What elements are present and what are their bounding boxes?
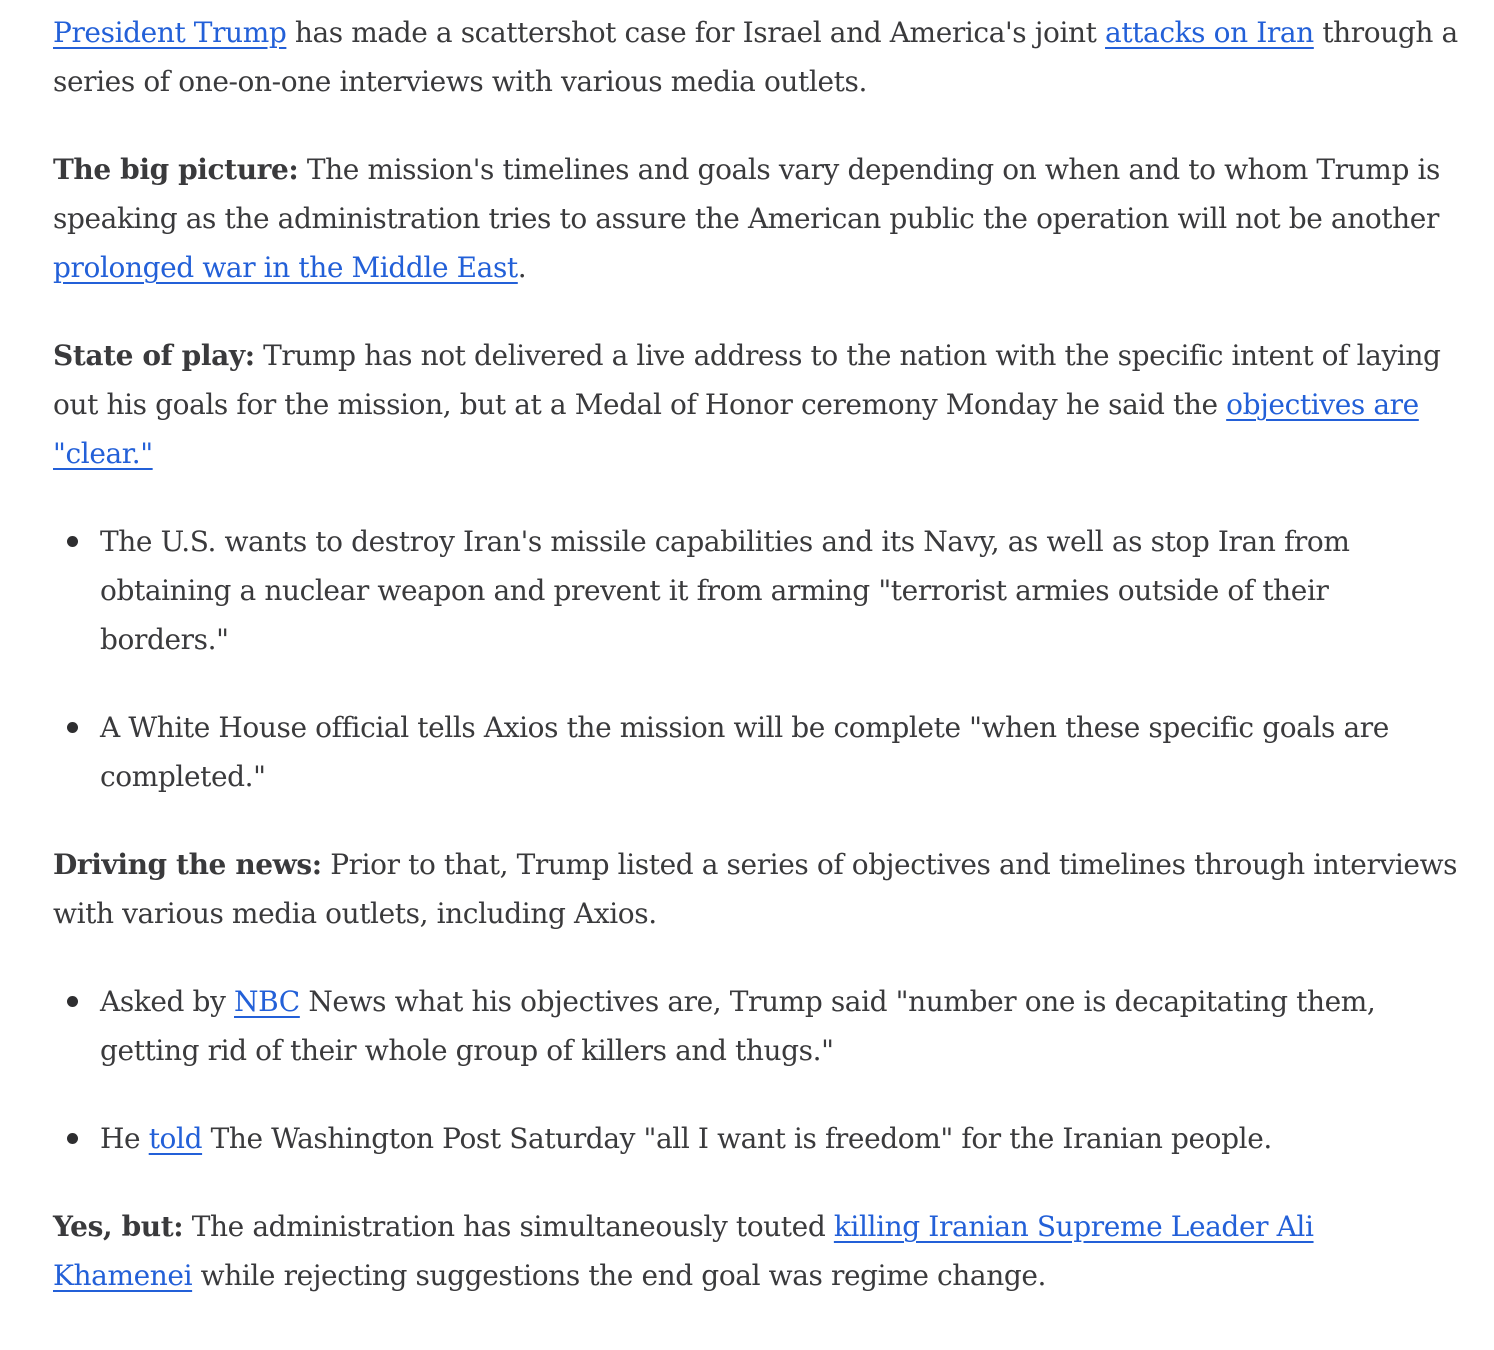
text-run: He (100, 1122, 149, 1155)
link-told-washington-post[interactable]: told (148, 1122, 203, 1155)
text-run: has made a scattershot case for Israel and America's joint (286, 16, 1106, 49)
list-item (100, 1114, 1460, 1163)
bullet-list-goals (53, 517, 1460, 801)
link-killing-khamenei[interactable]: killing Iranian Supreme Leader Ali Khamenei (53, 1210, 1314, 1292)
link-attacks-on-iran[interactable]: attacks on Iran (1105, 16, 1314, 49)
text-run: The mission's timelines and goals vary depending on when and to whom Trump is speaking as the administration tries to assure the American public the operation will not be another (53, 153, 1440, 235)
text-run: Trump has not delivered a live address to the nation with the specific intent of laying out his goals for the mission, but at a Medal of Honor ceremony Monday he said the (53, 339, 1441, 421)
bullet-icon (67, 722, 78, 733)
bullet-icon (67, 536, 78, 547)
list-item (100, 977, 1460, 1075)
article-body (53, 8, 1460, 1300)
bullet-list-interviews (53, 977, 1460, 1163)
text-run: through a series of one-on-one interviews with various media outlets. (53, 16, 1458, 98)
list-item-text (100, 985, 1375, 1067)
bullet-icon (67, 1133, 78, 1144)
paragraph-driving-news (53, 840, 1460, 938)
link-nbc[interactable]: NBC (234, 985, 300, 1018)
paragraph-state-of-play (53, 331, 1460, 478)
paragraph-yes-but (53, 1202, 1460, 1300)
paragraph-intro (53, 8, 1460, 106)
link-president-trump[interactable]: President Trump (53, 16, 287, 49)
text-run: while rejecting suggestions the end goal was regime change. (192, 1259, 1047, 1292)
lead-in-big-picture: The big picture: (53, 153, 299, 186)
bullet-icon (67, 996, 78, 1007)
lead-in-yes-but: Yes, but: (53, 1210, 184, 1243)
list-item (100, 517, 1460, 664)
link-objectives-clear[interactable]: objectives are "clear." (53, 388, 1419, 470)
lead-in-state-of-play: State of play: (53, 339, 255, 372)
text-run: Asked by (100, 985, 234, 1018)
list-item-text: A White House official tells Axios the mission will be complete "when these specific goals are completed." (100, 711, 1389, 793)
text-run: The Washington Post Saturday "all I want is freedom" for the Iranian people. (202, 1122, 1272, 1155)
paragraph-big-picture (53, 145, 1460, 292)
link-prolonged-war[interactable]: prolonged war in the Middle East (53, 251, 518, 284)
list-item-text (100, 1122, 1272, 1155)
text-run: Prior to that, Trump listed a series of objectives and timelines through interviews with various media outlets, including Axios. (53, 848, 1458, 930)
lead-in-driving-news: Driving the news: (53, 848, 322, 881)
list-item-text: The U.S. wants to destroy Iran's missile capabilities and its Navy, as well as stop Iran from obtaining a nuclear weapon and prevent it from arming "terrorist armies outside of their borders." (100, 525, 1350, 656)
text-run: . (517, 251, 527, 284)
text-run: News what his objectives are, Trump said "number one is decapitating them, getting rid of their whole group of killers and thugs." (100, 985, 1376, 1067)
list-item (100, 703, 1460, 801)
text-run: The administration has simultaneously touted (183, 1210, 834, 1243)
